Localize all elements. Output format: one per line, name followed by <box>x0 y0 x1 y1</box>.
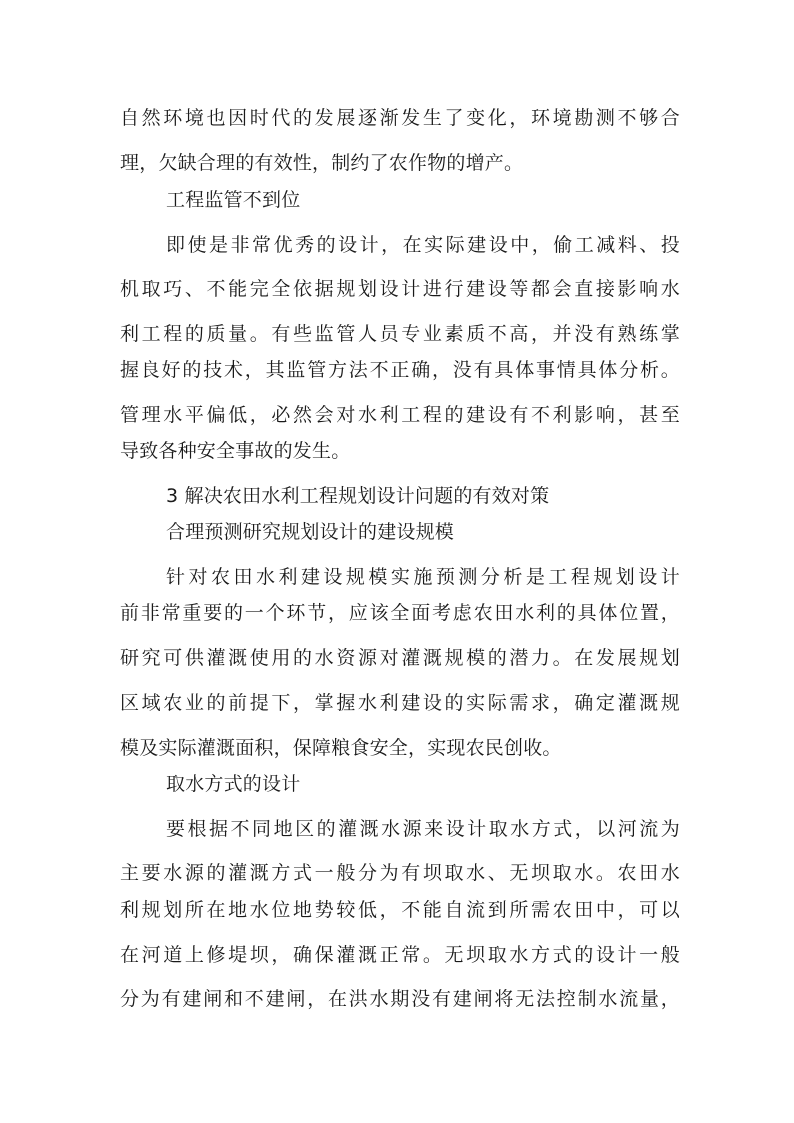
paragraph-line: 模及实际灌溉面积，保障粮食安全，实现农民创收。 <box>120 737 562 759</box>
paragraph-line: 区域农业的前提下，掌握水利建设的实际需求，确定灌溉规 <box>120 692 680 714</box>
paragraph-line: 前非常重要的一个环节，应该全面考虑农田水利的具体位置， <box>120 602 680 624</box>
paragraph-line: 握良好的技术，其监管方法不正确，没有具体事情具体分析。 <box>120 359 680 381</box>
subsection-heading: 合理预测研究规划设计的建设规模 <box>166 521 455 543</box>
paragraph-line: 管理水平偏低，必然会对水利工程的建设有不利影响，甚至 <box>120 404 680 426</box>
paragraph-line: 研究可供灌溉使用的水资源对灌溉规模的潜力。在发展规划 <box>120 647 680 669</box>
paragraph-line: 利规划所在地水位地势较低，不能自流到所需农田中，可以 <box>120 899 680 921</box>
paragraph-line: 针对农田水利建设规模实施预测分析是工程规划设计 <box>166 566 680 588</box>
paragraph-line: 在河道上修堤坝，确保灌溉正常。无坝取水方式的设计一般 <box>120 944 680 966</box>
paragraph-line: 利工程的质量。有些监管人员专业素质不高，并没有熟练掌 <box>120 323 680 345</box>
paragraph-line: 主要水源的灌溉方式一般分为有坝取水、无坝取水。农田水 <box>120 862 680 884</box>
section-heading: 3 解决农田水利工程规划设计问题的有效对策 <box>166 485 550 507</box>
subsection-heading: 取水方式的设计 <box>166 773 301 795</box>
paragraph-line: 分为有建闸和不建闸，在洪水期没有建闸将无法控制水流量， <box>120 988 680 1010</box>
paragraph-line: 要根据不同地区的灌溉水源来设计取水方式，以河流为 <box>166 818 680 840</box>
paragraph-line: 自然环境也因时代的发展逐渐发生了变化，环境勘测不够合 <box>120 107 680 129</box>
paragraph-line: 机取巧、不能完全依据规划设计进行建设等都会直接影响水 <box>120 278 680 300</box>
paragraph-line: 即使是非常优秀的设计，在实际建设中，偷工减料、投 <box>166 234 680 256</box>
paragraph-line: 导致各种安全事故的发生。 <box>120 440 351 462</box>
section-heading: 工程监管不到位 <box>166 189 301 211</box>
paragraph-line: 理，欠缺合理的有效性，制约了农作物的增产。 <box>120 152 524 174</box>
